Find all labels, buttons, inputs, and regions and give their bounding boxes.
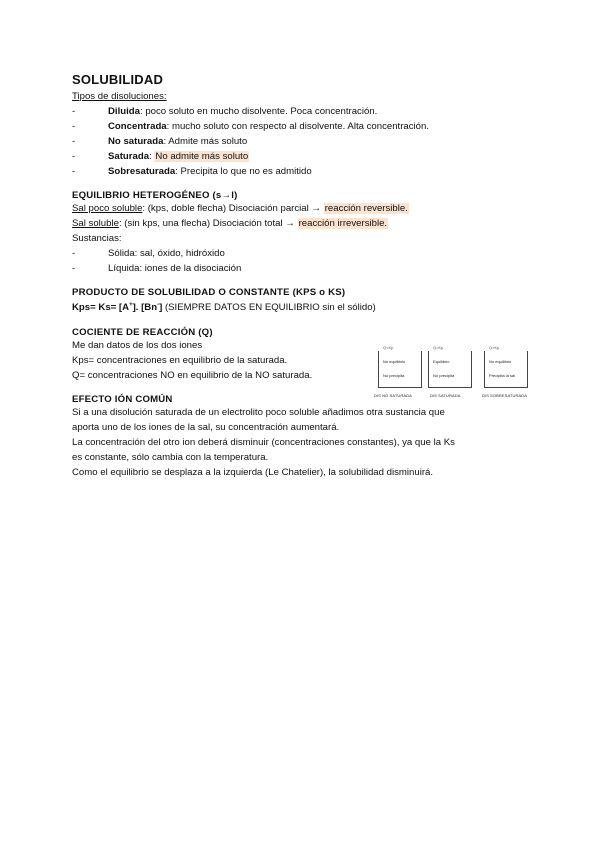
efecto-line: aporta uno de los iones de la sal, su concentración aumentará. xyxy=(72,422,340,434)
list-item: - Sobresaturada: Precipita lo que no es admitido xyxy=(72,166,312,177)
tipos-heading: Tipos de disoluciones: xyxy=(72,91,167,102)
cociente-line: Q= concentraciones NO en equilibrio de la NO saturada. xyxy=(72,370,313,382)
sustancias-list xyxy=(72,246,542,276)
page-title: SOLUBILIDAD xyxy=(72,72,164,87)
beaker-sobresaturada: Q>Kp No equilibrio Precipita la sal xyxy=(484,351,528,388)
list-item: - Concentrada: mucho soluto con respecto al disolvente. Alta concentración. xyxy=(72,121,430,132)
sal-soluble-line: Sal soluble: (sin kps, una flecha) Disociación total → reacción irreversible. xyxy=(72,218,388,229)
list-item: - Líquida: iones de la disociación xyxy=(72,263,242,274)
list-item: - Saturada: No admite más soluto xyxy=(72,151,249,162)
sustancias-label: Sustancias: xyxy=(72,233,122,244)
cociente-line: Me dan datos de los dos iones xyxy=(72,340,203,352)
diagram-caption: DIS SOBRESATURADA xyxy=(482,393,527,398)
sal-poco-soluble-line: Sal poco soluble: (kps, doble flecha) Disociación parcial → reacción reversible. xyxy=(72,203,408,214)
tipos-list xyxy=(72,104,542,179)
saturation-diagrams xyxy=(372,345,540,405)
kps-formula: Kps= Ks= [A+]. [Bn-] (SIEMPRE DATOS EN EQUILIBRIO sin el sólido) xyxy=(72,302,376,314)
diagram-caption: DIS NO SATURADA xyxy=(374,393,412,398)
document-page xyxy=(72,72,542,480)
cociente-line: Kps= concentraciones en equilibrio de la saturada. xyxy=(72,355,288,367)
section-heading-cociente: COCIENTE DE REACCIÓN (Q) xyxy=(72,327,213,339)
efecto-line: es constante, sólo cambia con la temperatura. xyxy=(72,452,269,464)
highlight: No admite más soluto xyxy=(155,151,249,162)
beaker-no-saturada: Q<Kp No equilibrio No precipita xyxy=(378,351,422,388)
efecto-line: Como el equilibrio se desplaza a la izquierda (Le Chatelier), la solubilidad disminuirá. xyxy=(72,467,434,479)
section-heading-efecto: EFECTO IÓN COMÚN xyxy=(72,394,173,406)
efecto-line: La concentración del otro ion deberá disminuir (concentraciones constantes), ya que la Ks xyxy=(72,437,455,449)
list-item: - Diluida: poco soluto en mucho disolvente. Poca concentración. xyxy=(72,106,378,117)
section-heading-equilibrio: EQUILIBRIO HETEROGÉNEO (s→l) xyxy=(72,190,238,201)
beaker-saturada: Q=Kp Equilibrio No precipita xyxy=(428,351,472,388)
efecto-line: Si a una disolución saturada de un electrolito poco soluble añadimos otra sustancia que xyxy=(72,407,445,419)
section-heading-producto: PRODUCTO DE SOLUBILIDAD O CONSTANTE (KPS o KS) xyxy=(72,287,346,298)
list-item: - Sólida: sal, óxido, hidróxido xyxy=(72,248,225,259)
list-item: - No saturada: Admite más soluto xyxy=(72,136,248,147)
diagram-caption: DIS SATURADA xyxy=(430,393,461,398)
